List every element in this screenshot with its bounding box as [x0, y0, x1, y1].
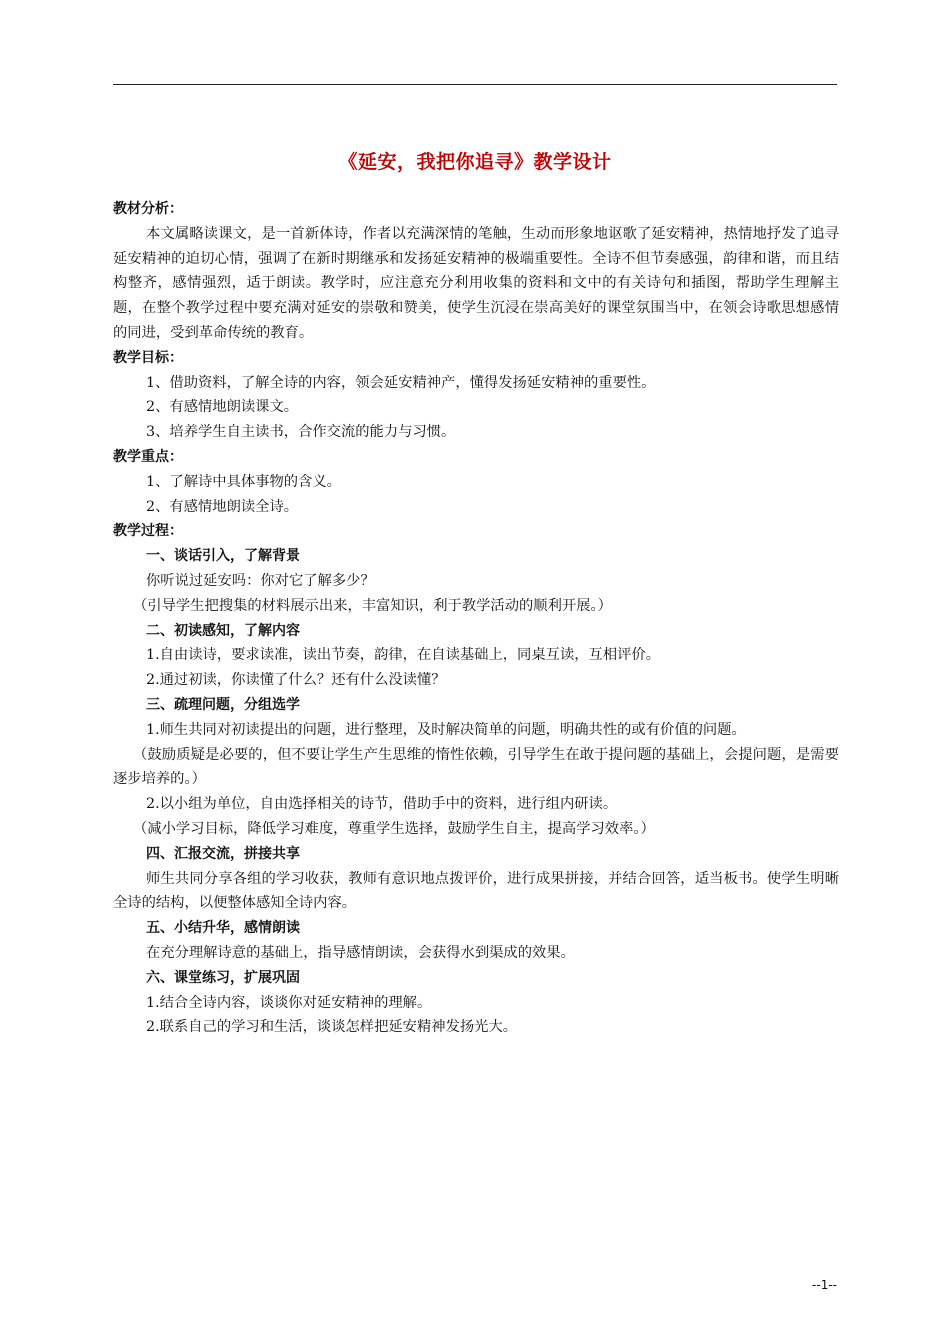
- step-3-line: 2.以小组为单位，自由选择相关的诗节，借助手中的资料，进行组内研读。: [146, 796, 618, 813]
- step-3-note: （鼓励质疑是必要的，但不要让学生产生思维的惰性依赖，引导学生在敢于提问题的基础上，会提问题，是需要逐步培养的。）: [113, 746, 839, 788]
- page-number: --1--: [812, 1278, 837, 1292]
- step-1-note: （引导学生把搜集的材料展示出来，丰富知识，利于教学活动的顺利开展。）: [133, 597, 612, 614]
- step-4-title: 四、汇报交流，拼接共享: [146, 845, 300, 862]
- key-point-item: 2、有感情地朗读全诗。: [146, 498, 299, 515]
- analysis-heading: 教材分析：: [113, 201, 183, 217]
- process-heading: 教学过程：: [113, 523, 183, 540]
- step-1-line: 你听说过延安吗：你对它了解多少？: [146, 572, 375, 589]
- key-points-heading: 教学重点：: [113, 448, 183, 465]
- header-rule: [113, 84, 837, 85]
- step-3-note: （减小学习目标，降低学习难度，尊重学生选择，鼓励学生自主，提高学习效率。）: [133, 820, 655, 837]
- document-body: [113, 197, 839, 1040]
- goals-heading: 教学目标：: [113, 349, 183, 366]
- step-1-title: 一、谈话引入，了解背景: [146, 548, 300, 565]
- goal-item: 2、有感情地朗读课文。: [146, 399, 299, 416]
- step-6-title: 六、课堂练习，扩展巩固: [146, 969, 300, 986]
- document-title: 《延安，我把你追寻》教学设计: [338, 151, 612, 173]
- step-2-line: 2.通过初读，你读懂了什么？还有什么没读懂？: [146, 672, 446, 689]
- step-2-line: 1.自由读诗，要求读准，读出节奏，韵律，在自读基础上，同桌互读，互相评价。: [146, 647, 661, 664]
- step-3-title: 三、疏理问题，分组选学: [146, 696, 300, 713]
- step-6-line: 2.联系自己的学习和生活，谈谈怎样把延安精神发扬光大。: [146, 1019, 518, 1036]
- step-6-line: 1.结合全诗内容，谈谈你对延安精神的理解。: [146, 994, 432, 1011]
- analysis-paragraph: 本文属略读课文，是一首新体诗，作者以充满深情的笔触，生动而形象地讴歌了延安精神，热情地抒发了追寻延安精神的迫切心情，强调了在新时期继承和发扬延安精神的极端重要性。全诗不但节奏感强，韵律和谐，而且结构整齐，感情强烈，适于朗读。教学时，应注意充分利用收集的资料和文中的有关诗句和插图，帮助学生理解主题，在整个教学过程中要充满对延安的崇敬和赞美，使学生沉浸在崇高美好的课堂氛围当中，在领会诗歌思想感情的同进，受到革命传统的教育。: [113, 225, 839, 341]
- goal-item: 3、培养学生自主读书，合作交流的能力与习惯。: [146, 424, 456, 441]
- step-2-title: 二、初读感知，了解内容: [146, 622, 300, 639]
- key-point-item: 1、了解诗中具体事物的含义。: [146, 473, 341, 490]
- step-5-body: 在充分理解诗意的基础上，指导感情朗读，会获得水到渠成的效果。: [146, 944, 575, 961]
- step-3-line: 1.师生共同对初读提出的问题，进行整理，及时解决简单的问题，明确共性的或有价值的问题。: [146, 721, 746, 738]
- step-5-title: 五、小结升华，感情朗读: [146, 920, 300, 937]
- step-4-body: 师生共同分享各组的学习收获，教师有意识地点拨评价，进行成果拼接，并结合回答，适当板书。使学生明晰全诗的结构，以便整体感知全诗内容。: [113, 870, 839, 912]
- goal-item: 1、借助资料，了解全诗的内容，领会延安精神产，懂得发扬延安精神的重要性。: [146, 374, 656, 391]
